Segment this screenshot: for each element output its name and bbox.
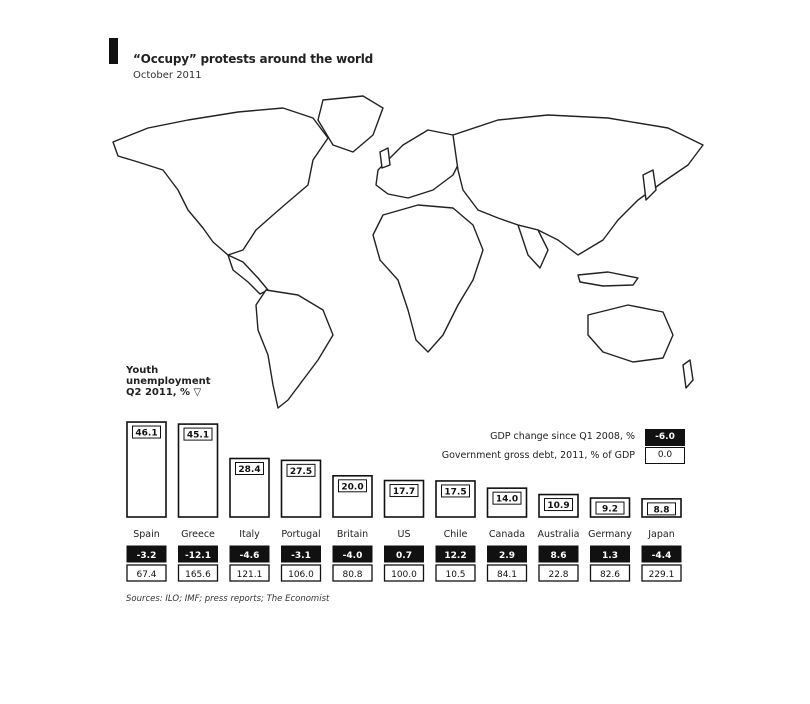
debt-value: 82.6 xyxy=(599,570,621,580)
debt-value: 121.1 xyxy=(236,570,263,580)
bar-value-label: 14.0 xyxy=(495,494,519,505)
legend-gdp-label: GDP change since Q1 2008, % xyxy=(490,431,635,442)
legend-debt-label: Government gross debt, 2011, % of GDP xyxy=(441,450,635,461)
gdp-change-value: -3.1 xyxy=(291,551,311,561)
debt-value: 84.1 xyxy=(496,570,518,580)
gdp-change-value: 1.3 xyxy=(602,551,618,561)
gdp-change-value: -4.6 xyxy=(239,551,260,561)
source-note: Sources: ILO; IMF; press reports; The Economist xyxy=(126,594,330,604)
y-axis-label-line: unemployment xyxy=(126,376,211,387)
bar-value-label: 10.9 xyxy=(547,501,570,512)
legend-gdp-swatch: -6.0 xyxy=(645,429,685,446)
debt-value: 165.6 xyxy=(185,570,211,580)
category-label: Canada xyxy=(488,529,526,540)
debt-value: 106.0 xyxy=(288,570,314,580)
chart-title: “Occupy” protests around the world xyxy=(133,52,374,66)
debt-value: 22.8 xyxy=(548,570,569,580)
debt-value: 80.8 xyxy=(342,570,363,580)
gdp-change-value: 12.2 xyxy=(444,551,467,561)
bar-value-label: 46.1 xyxy=(135,428,158,439)
bar-value-label: 27.5 xyxy=(289,466,313,477)
bar-value-label: 17.7 xyxy=(392,487,416,498)
bar-value-label: 17.5 xyxy=(444,487,467,498)
debt-value: 100.0 xyxy=(391,570,417,580)
y-axis-label-line: Q2 2011, % ▽ xyxy=(126,387,202,398)
bar-value-label: 45.1 xyxy=(186,430,210,441)
category-label: Germany xyxy=(588,529,632,540)
bar-value-label: 8.8 xyxy=(653,505,670,516)
gdp-change-value: -4.0 xyxy=(342,551,363,561)
category-label: Britain xyxy=(336,529,369,540)
category-label: Greece xyxy=(181,529,215,540)
bar-value-label: 28.4 xyxy=(238,464,261,475)
gdp-change-value: -3.2 xyxy=(136,551,157,561)
gdp-change-value: 8.6 xyxy=(550,551,567,561)
bar-value-label: 20.0 xyxy=(341,482,364,493)
category-label: Italy xyxy=(239,529,260,540)
category-label: Australia xyxy=(537,529,580,540)
chart-subtitle: October 2011 xyxy=(133,70,202,81)
legend-debt-swatch: 0.0 xyxy=(645,447,685,464)
category-label: Portugal xyxy=(281,529,321,540)
gdp-change-value: -4.4 xyxy=(651,551,672,561)
gdp-change-value: 0.7 xyxy=(396,551,412,561)
debt-value: 10.5 xyxy=(445,570,466,580)
y-axis-label-line: Youth xyxy=(126,365,159,376)
debt-value: 67.4 xyxy=(136,570,157,580)
debt-value: 229.1 xyxy=(648,570,675,580)
gdp-change-value: -12.1 xyxy=(185,551,211,561)
category-label: Chile xyxy=(443,529,468,540)
category-label: Spain xyxy=(133,529,160,540)
bar-value-label: 9.2 xyxy=(602,504,618,515)
category-label: Japan xyxy=(648,529,675,540)
category-label: US xyxy=(397,529,411,540)
gdp-change-value: 2.9 xyxy=(499,551,515,561)
